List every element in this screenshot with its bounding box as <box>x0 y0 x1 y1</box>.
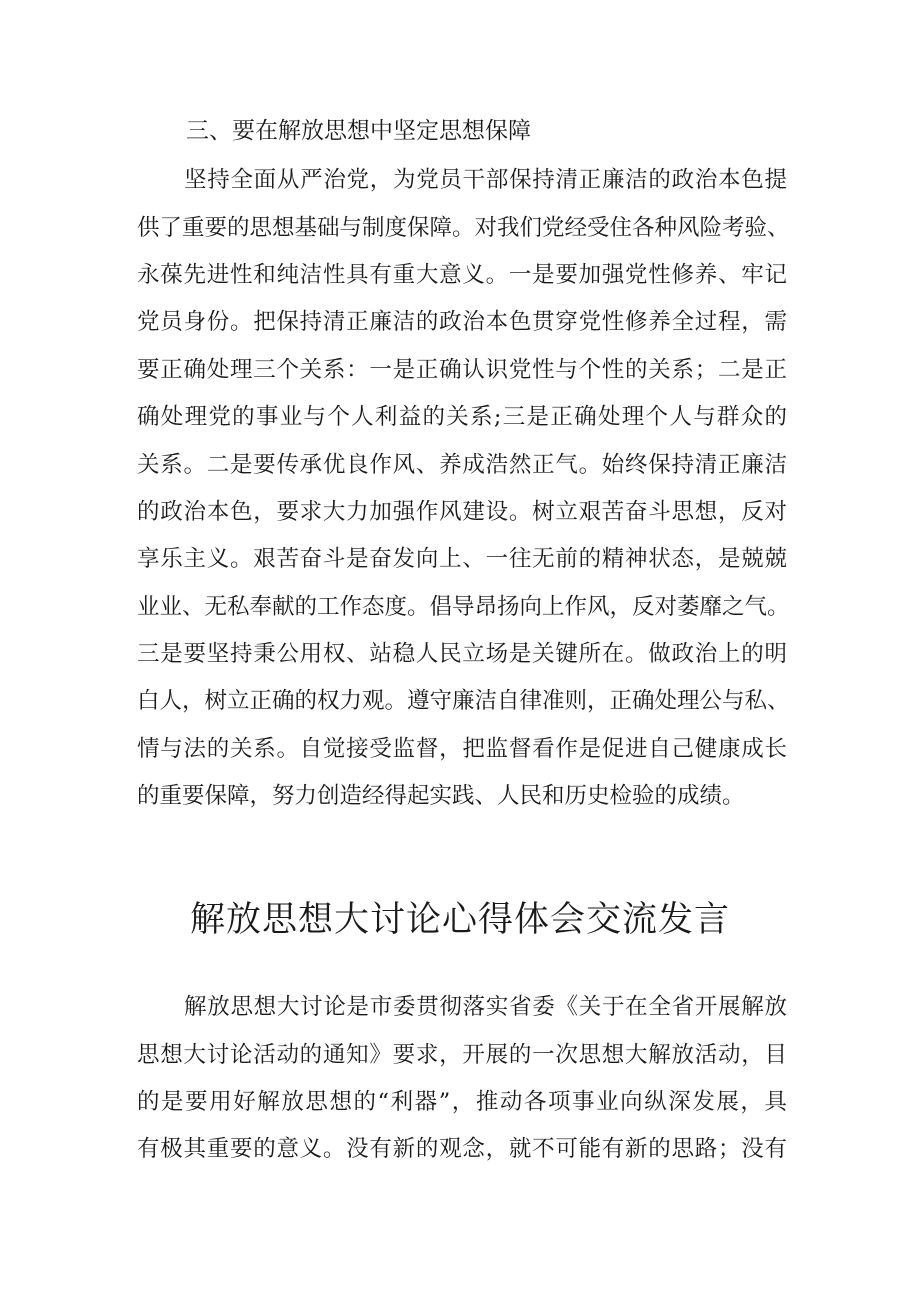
paragraph-line: 坚持全面从严治党，为党员干部保持清正廉洁的政治本色提 <box>184 167 787 193</box>
paragraph-line: 情与法的关系。自觉接受监督，把监督看作是促进自己健康成长 <box>137 736 787 762</box>
paragraph-line: 三是要坚持秉公用权、站稳人民立场是关键所在。做政治上的明 <box>137 641 787 667</box>
paragraph-line: 业业、无私奉献的工作态度。倡导昂扬向上作风，反对萎靡之气。 <box>137 594 790 620</box>
paragraph-line: 白人，树立正确的权力观。遵守廉洁自律准则，正确处理公与私、 <box>137 688 790 714</box>
paragraph-line: 的政治本色，要求大力加强作风建设。树立艰苦奋斗思想，反对 <box>137 499 787 525</box>
paragraph-line: 供了重要的思想基础与制度保障。对我们党经受住各种风险考验、 <box>137 215 790 241</box>
paragraph-line: 的重要保障，努力创造经得起实践、人民和历史检验的成绩。 <box>137 783 745 809</box>
paragraph-line: 享乐主义。艰苦奋斗是奋发向上、一往无前的精神状态，是兢兢 <box>137 546 787 572</box>
paragraph-line: 永葆先进性和纯洁性具有重大意义。一是要加强党性修养、牢记 <box>137 262 787 288</box>
paragraph-line: 关系。二是要传承优良作风、养成浩然正气。始终保持清正廉洁 <box>137 452 787 478</box>
section-heading: 三、要在解放思想中坚定思想保障 <box>186 118 531 144</box>
paragraph-line: 思想大讨论活动的通知》要求，开展的一次思想大解放活动，目 <box>137 1042 787 1068</box>
paragraph-line: 的是要用好解放思想的“利器”，推动各项事业向纵深发展，具 <box>137 1089 787 1115</box>
paragraph-line: 确处理党的事业与个人利益的关系;三是正确处理个人与群众的 <box>137 404 787 430</box>
paragraph-line: 要正确处理三个关系：一是正确认识党性与个性的关系；二是正 <box>137 357 787 383</box>
paragraph-line: 解放思想大讨论是市委贯彻落实省委《关于在全省开展解放 <box>184 994 787 1020</box>
paragraph-line: 有极其重要的意义。没有新的观念，就不可能有新的思路；没有 <box>137 1136 787 1162</box>
document-title: 解放思想大讨论心得体会交流发言 <box>189 900 730 940</box>
paragraph-line: 党员身份。把保持清正廉洁的政治本色贯穿党性修养全过程，需 <box>137 309 787 335</box>
